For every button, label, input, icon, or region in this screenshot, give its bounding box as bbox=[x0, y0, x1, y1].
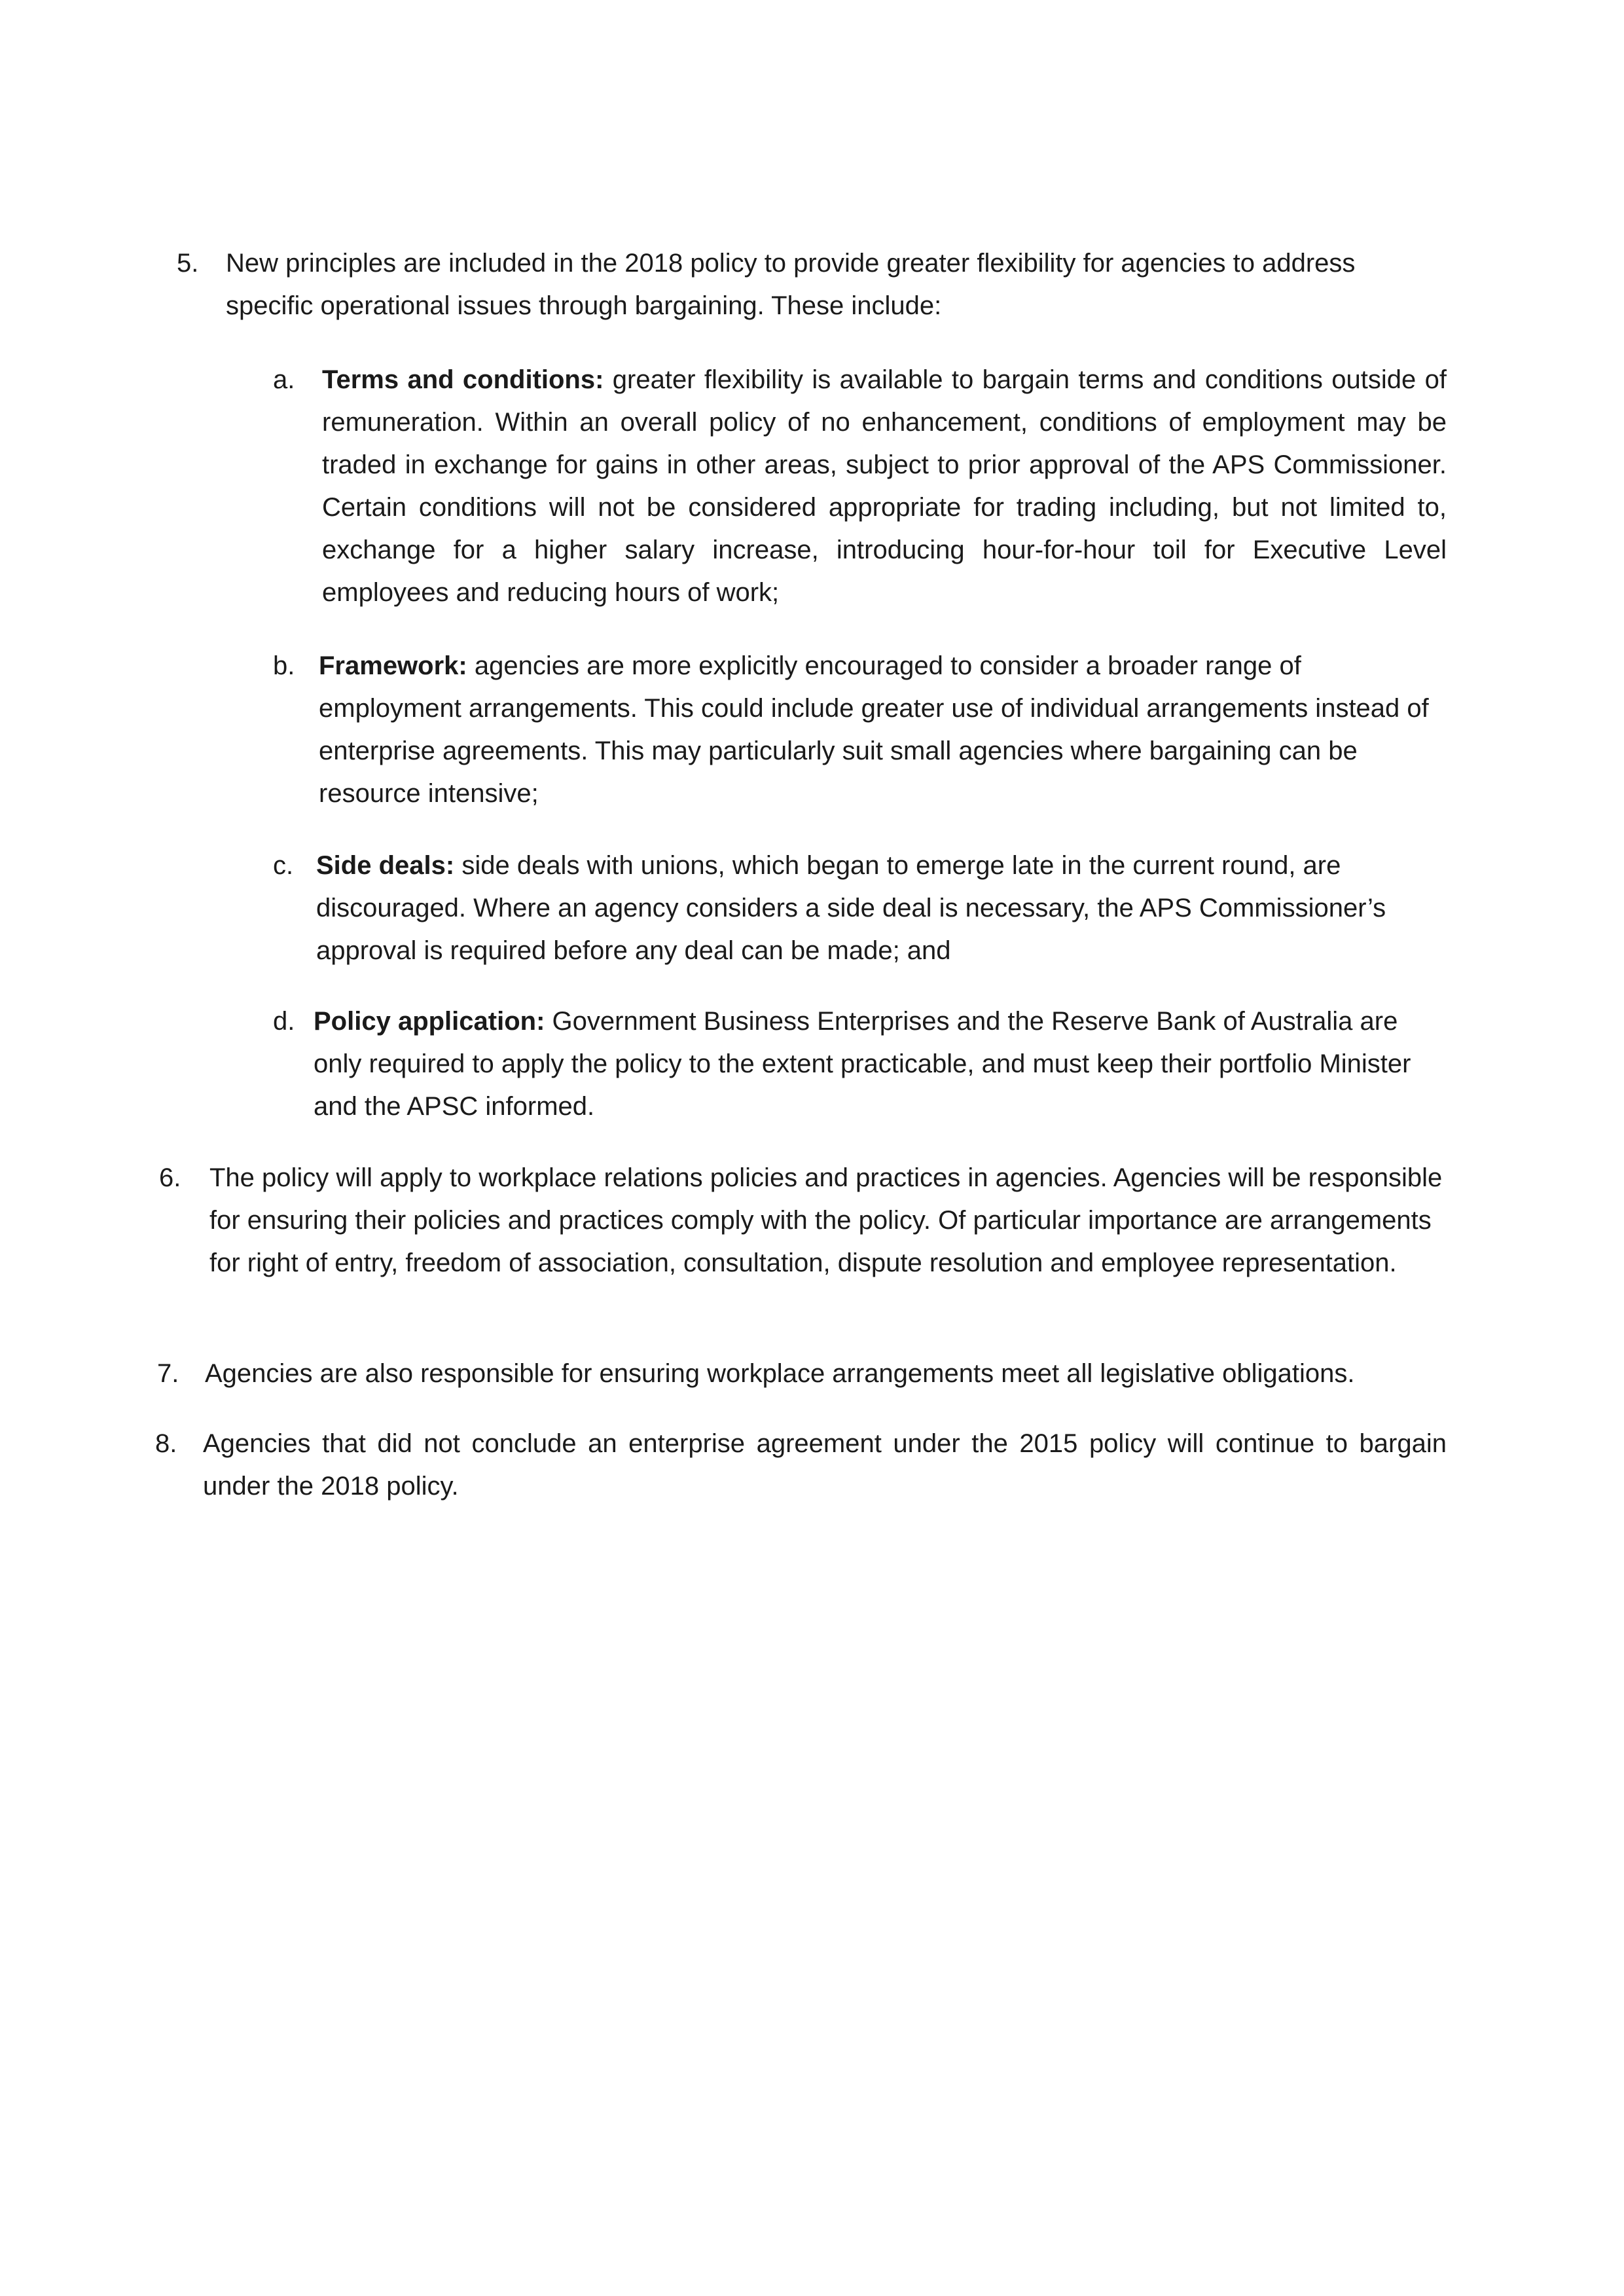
subparagraph-a bbox=[273, 359, 1447, 614]
paragraph-6 bbox=[159, 1157, 1447, 1285]
subitem-text: agencies are more explicitly encouraged to consider a broader range of employment arrangements. This could include greater use of individual arrangements instead of enterprise agreements. This may particularly suit small agencies where bargaining can be resource intensive; bbox=[319, 651, 1429, 808]
item-number: 6. bbox=[159, 1163, 181, 1192]
item-text: Agencies are also responsible for ensuring workplace arrangements meet all legislative obligations. bbox=[205, 1359, 1355, 1388]
subitem-term: Side deals: bbox=[316, 851, 455, 880]
item-text: The policy will apply to workplace relations policies and practices in agencies. Agencies will be responsible for ensuring their policies and practices comply with the policy. Of particular importance are arrangements for right of entry, freedom of association, consultation, dispute resolution and employee representation. bbox=[209, 1163, 1443, 1277]
subitem-letter: a. bbox=[273, 365, 295, 394]
item-number: 8. bbox=[155, 1429, 177, 1458]
subitem-text: side deals with unions, which began to emerge late in the current round, are discouraged. Where an agency considers a side deal is necessary, the APS Commissioner’s approval is required before any deal can be made; and bbox=[316, 851, 1386, 965]
subparagraph-b bbox=[273, 645, 1447, 815]
item-number: 7. bbox=[157, 1359, 179, 1388]
subitem-letter: d. bbox=[273, 1007, 295, 1036]
paragraph-8 bbox=[155, 1423, 1447, 1508]
paragraph-5 bbox=[177, 242, 1434, 327]
item-text: Agencies that did not conclude an enterprise agreement under the 2015 policy will continue to bargain under the 2018 policy. bbox=[203, 1429, 1447, 1501]
subitem-text: greater flexibility is available to bargain terms and conditions outside of remuneration. Within an overall policy of no enhancement, conditions of employment may be traded in exchange for gains in other areas, subject to prior approval of the APS Commissioner. Certain conditions will not be considered appropriate for trading including, but not limited to, exchange for a higher salary increase, introducing hour-for-hour toil for Executive Level employees and reducing hours of work; bbox=[322, 365, 1447, 607]
subitem-letter: c. bbox=[273, 851, 294, 880]
paragraph-7 bbox=[157, 1353, 1447, 1395]
subitem-text: Government Business Enterprises and the Reserve Bank of Australia are only required to apply the policy to the extent practicable, and must keep their portfolio Minister and the APSC informed. bbox=[314, 1007, 1411, 1121]
item-number: 5. bbox=[177, 249, 199, 278]
subparagraph-c bbox=[273, 845, 1447, 972]
subitem-term: Terms and conditions: bbox=[322, 365, 604, 394]
subparagraph-d bbox=[273, 1000, 1447, 1128]
subitem-term: Framework: bbox=[319, 651, 467, 680]
subitem-term: Policy application: bbox=[314, 1007, 545, 1036]
subitem-letter: b. bbox=[273, 651, 295, 680]
item-text: New principles are included in the 2018 policy to provide greater flexibility for agencies to address specific operational issues through bargaining. These include: bbox=[226, 249, 1356, 320]
